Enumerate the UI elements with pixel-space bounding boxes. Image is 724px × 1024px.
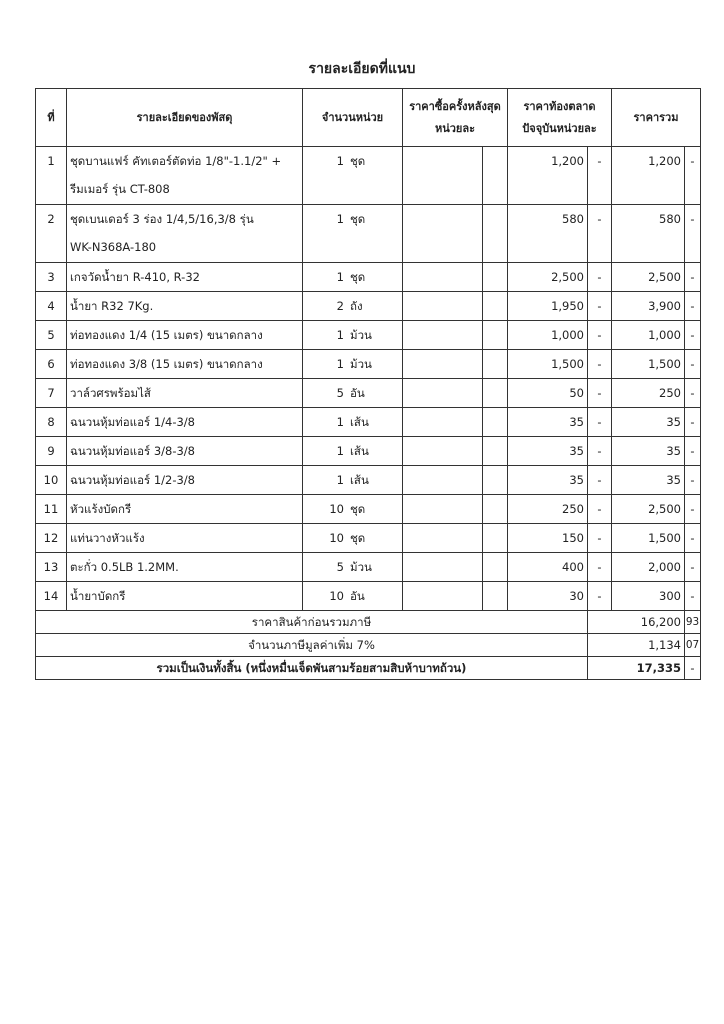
row-total-satang: - [685,408,701,437]
row-quantity [303,205,403,263]
row-market-price: 400 [508,553,588,582]
row-total-satang: - [685,524,701,553]
row-market-price-satang: - [588,350,612,379]
table-row [36,582,701,611]
row-unit: ชุด [350,270,366,284]
row-total: 1,500 [612,350,685,379]
row-total-satang: - [685,205,701,263]
row-description-line1: หัวแร้งบัดกรี [70,502,132,516]
row-market-price: 2,500 [508,263,588,292]
page-title: รายละเอียดที่แนบ [308,61,416,77]
row-number: 9 [36,437,67,466]
row-quantity [303,524,403,553]
table-row [36,408,701,437]
table-row [36,263,701,292]
row-market-price: 580 [508,205,588,263]
row-last-price-satang [483,524,508,553]
row-last-price-satang [483,147,508,205]
row-last-price [403,263,483,292]
row-description-line1: ฉนวนหุ้มท่อแอร์ 1/2-3/8 [70,473,195,487]
pre-tax-value: 16,200 [588,611,685,634]
row-number: 6 [36,350,67,379]
row-unit: ถัง [350,299,363,313]
row-total-satang: - [685,321,701,350]
pre-tax-satang: 93 [685,611,701,634]
row-total-satang: - [685,292,701,321]
row-quantity-value: 1 [336,473,344,487]
row-quantity-value: 1 [336,357,344,371]
row-market-price-satang: - [588,553,612,582]
row-description-line1: ตะกั่ว 0.5LB 1.2MM. [70,560,179,574]
row-quantity-value: 5 [336,560,344,574]
header-description: รายละเอียดของพัสดุ [67,89,303,147]
row-market-price: 1,000 [508,321,588,350]
table-row [36,524,701,553]
row-unit: ชุด [350,154,366,168]
row-total-satang: - [685,437,701,466]
row-quantity-value: 1 [336,415,344,429]
row-market-price: 30 [508,582,588,611]
vat-value: 1,134 [588,634,685,657]
row-unit: เส้น [350,444,369,458]
row-market-price: 1,200 [508,147,588,205]
row-number: 4 [36,292,67,321]
row-market-price: 1,500 [508,350,588,379]
row-market-price-satang: - [588,582,612,611]
row-quantity [303,437,403,466]
row-market-price-satang: - [588,466,612,495]
row-last-price-satang [483,350,508,379]
row-quantity-value: 1 [336,270,344,284]
row-last-price-satang [483,495,508,524]
row-market-price: 50 [508,379,588,408]
row-description [67,524,303,553]
row-market-price: 35 [508,408,588,437]
row-market-price-satang: - [588,147,612,205]
row-last-price [403,147,483,205]
header-last-price [403,89,508,147]
row-last-price [403,350,483,379]
row-number: 2 [36,205,67,263]
header-no: ที่ [36,89,67,147]
vat-satang: 07 [685,634,701,657]
header-market-price-line2: ปัจจุบันหน่วยละ [522,121,597,135]
row-quantity [303,350,403,379]
row-quantity-value: 10 [329,531,344,545]
row-description-line1: แท่นวางหัวแร้ง [70,531,145,545]
row-total: 35 [612,466,685,495]
row-unit: ม้วน [350,328,372,342]
table-row [36,437,701,466]
table-row [36,292,701,321]
row-unit: อัน [350,386,365,400]
row-last-price [403,321,483,350]
row-quantity [303,379,403,408]
row-number: 13 [36,553,67,582]
row-quantity-value: 10 [329,502,344,516]
row-market-price: 150 [508,524,588,553]
row-total: 1,000 [612,321,685,350]
row-number: 5 [36,321,67,350]
row-number: 12 [36,524,67,553]
row-last-price-satang [483,263,508,292]
table-row [36,379,701,408]
row-total: 580 [612,205,685,263]
row-number: 14 [36,582,67,611]
row-total-satang: - [685,553,701,582]
grand-total-label: รวมเป็นเงินทั้งสิ้น (หนึ่งหมื่นเจ็ดพันสามร้อยสามสิบห้าบาทถ้วน) [36,657,588,680]
row-last-price [403,205,483,263]
row-description-line1: ชุดเบนเดอร์ 3 ร่อง 1/4,5/16,3/8 รุ่น [70,212,254,226]
vat-row [36,634,701,657]
row-description [67,292,303,321]
row-total-satang: - [685,466,701,495]
row-market-price-satang: - [588,321,612,350]
header-market-price-line1: ราคาท้องตลาด [523,99,596,113]
row-description-line1: เกจวัดน้ำยา R-410, R-32 [70,270,200,284]
row-quantity [303,553,403,582]
header-last-price-line1: ราคาซื้อครั้งหลังสุด [409,99,501,113]
row-unit: ชุด [350,531,366,545]
header-quantity: จำนวนหน่วย [303,89,403,147]
row-market-price: 35 [508,437,588,466]
row-description [67,350,303,379]
row-last-price-satang [483,292,508,321]
row-total-satang: - [685,379,701,408]
row-unit: ชุด [350,502,366,516]
table-row [36,466,701,495]
row-unit: เส้น [350,415,369,429]
row-total: 3,900 [612,292,685,321]
row-market-price-satang: - [588,408,612,437]
grand-total-value: 17,335 [588,657,685,680]
pre-tax-label: ราคาสินค้าก่อนรวมภาษี [36,611,588,634]
row-description [67,466,303,495]
table-row [36,350,701,379]
row-total: 35 [612,437,685,466]
row-total: 1,200 [612,147,685,205]
row-description-line2: รีมเมอร์ รุ่น CT-808 [70,182,170,196]
row-market-price-satang: - [588,263,612,292]
row-description [67,495,303,524]
row-market-price-satang: - [588,437,612,466]
row-quantity-value: 5 [336,386,344,400]
row-number: 8 [36,408,67,437]
row-last-price [403,408,483,437]
row-quantity-value: 1 [336,444,344,458]
row-quantity [303,321,403,350]
row-total: 300 [612,582,685,611]
row-quantity [303,582,403,611]
row-quantity [303,263,403,292]
row-last-price-satang [483,205,508,263]
row-last-price-satang [483,553,508,582]
row-last-price-satang [483,437,508,466]
grand-total-satang: - [685,657,701,680]
row-total-satang: - [685,263,701,292]
row-last-price-satang [483,379,508,408]
row-market-price: 1,950 [508,292,588,321]
row-description [67,408,303,437]
row-market-price-satang: - [588,524,612,553]
row-quantity-value: 1 [336,154,344,168]
row-unit: ชุด [350,212,366,226]
row-description-line1: ท่อทองแดง 3/8 (15 เมตร) ขนาดกลาง [70,357,263,371]
row-description-line1: ชุดบานแฟร์ คัทเตอร์ตัดท่อ 1/8"-1.1/2" + [70,154,282,168]
row-total: 2,000 [612,553,685,582]
grand-total-row [36,657,701,680]
vat-label: จำนวนภาษีมูลค่าเพิ่ม 7% [36,634,588,657]
row-description-line2: WK-N368A-180 [70,240,157,254]
row-number: 3 [36,263,67,292]
row-market-price: 250 [508,495,588,524]
row-quantity [303,292,403,321]
row-quantity [303,147,403,205]
row-total: 1,500 [612,524,685,553]
row-quantity-value: 1 [336,328,344,342]
row-last-price-satang [483,408,508,437]
row-description [67,205,303,263]
row-description [67,437,303,466]
row-total-satang: - [685,495,701,524]
header-last-price-line2: หน่วยละ [434,121,476,135]
row-total: 250 [612,379,685,408]
row-unit: เส้น [350,473,369,487]
row-quantity-value: 10 [329,589,344,603]
row-description-line1: น้ำยาบัดกรี [70,589,126,603]
row-quantity-value: 2 [336,299,344,313]
row-unit: อัน [350,589,365,603]
table-row [36,495,701,524]
row-total: 2,500 [612,263,685,292]
row-unit: ม้วน [350,357,372,371]
row-last-price [403,495,483,524]
row-total-satang: - [685,582,701,611]
row-description [67,147,303,205]
row-description-line1: ท่อทองแดง 1/4 (15 เมตร) ขนาดกลาง [70,328,263,342]
row-last-price [403,553,483,582]
row-last-price-satang [483,466,508,495]
row-last-price [403,466,483,495]
row-last-price [403,292,483,321]
header-market-price [508,89,612,147]
row-description-line1: น้ำยา R32 7Kg. [70,299,154,313]
row-description [67,582,303,611]
row-description [67,553,303,582]
row-quantity [303,408,403,437]
table-row [36,205,701,263]
row-market-price-satang: - [588,205,612,263]
row-last-price [403,437,483,466]
row-last-price [403,379,483,408]
header-total: ราคารวม [612,89,701,147]
row-market-price-satang: - [588,292,612,321]
row-total-satang: - [685,350,701,379]
row-number: 1 [36,147,67,205]
row-number: 7 [36,379,67,408]
row-last-price [403,582,483,611]
row-market-price-satang: - [588,495,612,524]
row-number: 10 [36,466,67,495]
row-description [67,379,303,408]
row-market-price: 35 [508,466,588,495]
table-row [36,321,701,350]
row-total: 2,500 [612,495,685,524]
table-header-row [36,89,701,147]
row-market-price-satang: - [588,379,612,408]
row-last-price-satang [483,321,508,350]
row-unit: ม้วน [350,560,372,574]
row-quantity-value: 1 [336,212,344,226]
row-description-line1: วาล์วศรพร้อมไส้ [70,386,151,400]
row-last-price-satang [483,582,508,611]
row-number: 11 [36,495,67,524]
items-table [35,88,701,680]
row-quantity [303,466,403,495]
row-total-satang: - [685,147,701,205]
row-description-line1: ฉนวนหุ้มท่อแอร์ 3/8-3/8 [70,444,195,458]
row-description-line1: ฉนวนหุ้มท่อแอร์ 1/4-3/8 [70,415,195,429]
table-row [36,553,701,582]
row-last-price [403,524,483,553]
pre-tax-row [36,611,701,634]
row-description [67,321,303,350]
row-description [67,263,303,292]
row-total: 35 [612,408,685,437]
table-row [36,147,701,205]
row-quantity [303,495,403,524]
